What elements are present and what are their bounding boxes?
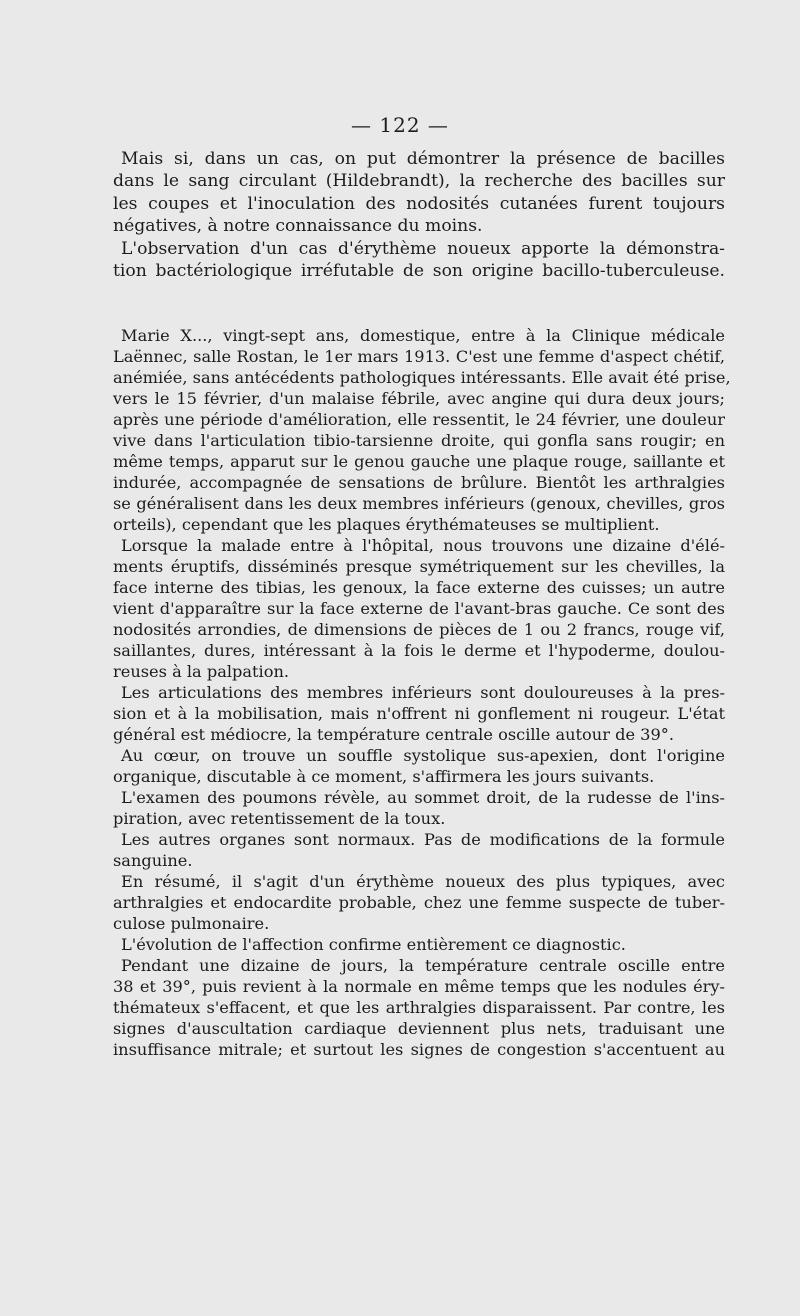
text-line: 38 et 39°, puis revient à la normale en même temps que les nodules éry- <box>113 977 725 997</box>
text-line: En résumé, il s'agit d'un érythème noueux des plus typiques, avec <box>121 872 725 892</box>
text-line: arthralgies et endocardite probable, chez une femme suspecte de tuber- <box>113 893 725 913</box>
text-line: face interne des tibias, les genoux, la face externe des cuisses; un autre <box>113 578 725 598</box>
text-line: Mais si, dans un cas, on put démontrer la présence de bacilles <box>121 149 725 169</box>
text-line: tion bactériologique irréfutable de son origine bacillo-tuberculeuse. <box>113 260 725 281</box>
text-line: organique, discutable à ce moment, s'affirmera les jours suivants. <box>113 767 655 787</box>
text-line: L'examen des poumons révèle, au sommet droit, de la rudesse de l'ins- <box>121 788 725 808</box>
section-gap <box>113 282 725 325</box>
text-line: Lorsque la malade entre à l'hôpital, nous trouvons une dizaine d'élé- <box>121 536 725 556</box>
text-line: sanguine. <box>113 851 193 871</box>
text-line: indurée, accompagnée de sensations de brûlure. Bientôt les arthralgies <box>113 473 725 493</box>
text-line: Au cœur, on trouve un souffle systolique sus-apexien, dont l'origine <box>121 746 725 766</box>
text-line: Marie X..., vingt-sept ans, domestique, entre à la Clinique médicale <box>121 326 725 346</box>
text-line: négatives, à notre connaissance du moins. <box>113 216 483 237</box>
text-line: insuffisance mitrale; et surtout les signes de congestion s'accentuent au <box>113 1040 725 1060</box>
text-line: Les autres organes sont normaux. Pas de modifications de la formule <box>121 830 725 850</box>
text-line: Pendant une dizaine de jours, la température centrale oscille entre <box>121 956 725 976</box>
text-line: Laënnec, salle Rostan, le 1er mars 1913. C'est une femme d'aspect chétif, <box>113 347 725 367</box>
text-line: piration, avec retentissement de la toux. <box>113 809 446 829</box>
text-line: se généralisent dans les deux membres inférieurs (genoux, chevilles, gros <box>113 494 725 514</box>
text-line: Les articulations des membres inférieurs sont douloureuses à la pres- <box>121 683 725 703</box>
text-line: général est médiocre, la température centrale oscille autour de 39°. <box>113 725 675 745</box>
text-line: saillantes, dures, intéressant à la fois le derme et l'hypoderme, doulou- <box>113 641 725 661</box>
text-line: orteils), cependant que les plaques érythémateuses se multiplient. <box>113 515 660 535</box>
text-line: reuses à la palpation. <box>113 662 290 682</box>
text-line: après une période d'amélioration, elle ressentit, le 24 février, une douleur <box>113 410 725 430</box>
text-line: thémateux s'effacent, et que les arthralgies disparaissent. Par contre, les <box>113 998 725 1018</box>
text-line: vient d'apparaître sur la face externe de l'avant-bras gauche. Ce sont des <box>113 599 725 619</box>
text-line: même temps, apparut sur le genou gauche une plaque rouge, saillante et <box>113 452 725 472</box>
text-line: signes d'auscultation cardiaque deviennent plus nets, traduisant une <box>113 1019 725 1039</box>
text-line: les coupes et l'inoculation des nodosités cutanées furent toujours <box>113 193 725 214</box>
text-line: L'évolution de l'affection confirme entièrement ce diagnostic. <box>121 935 626 955</box>
text-line: culose pulmonaire. <box>113 914 270 934</box>
text-line: vive dans l'articulation tibio-tarsienne droite, qui gonfla sans rougir; en <box>113 431 725 451</box>
body-text <box>113 148 731 1060</box>
text-line: L'observation d'un cas d'érythème noueux apporte la démonstra- <box>121 238 725 259</box>
text-line: nodosités arrondies, de dimensions de pièces de 1 ou 2 francs, rouge vif, <box>113 620 725 640</box>
text-line: anémiée, sans antécédents pathologiques intéressants. Elle avait été prise, <box>113 368 731 388</box>
page-number: — 122 — <box>351 113 449 137</box>
text-line: vers le 15 février, d'un malaise fébrile, avec angine qui dura deux jours; <box>113 389 725 409</box>
text-line: sion et à la mobilisation, mais n'offrent ni gonflement ni rougeur. L'état <box>113 704 725 724</box>
text-line: ments éruptifs, disséminés presque symétriquement sur les chevilles, la <box>113 557 725 577</box>
text-line: dans le sang circulant (Hildebrandt), la recherche des bacilles sur <box>113 171 725 192</box>
